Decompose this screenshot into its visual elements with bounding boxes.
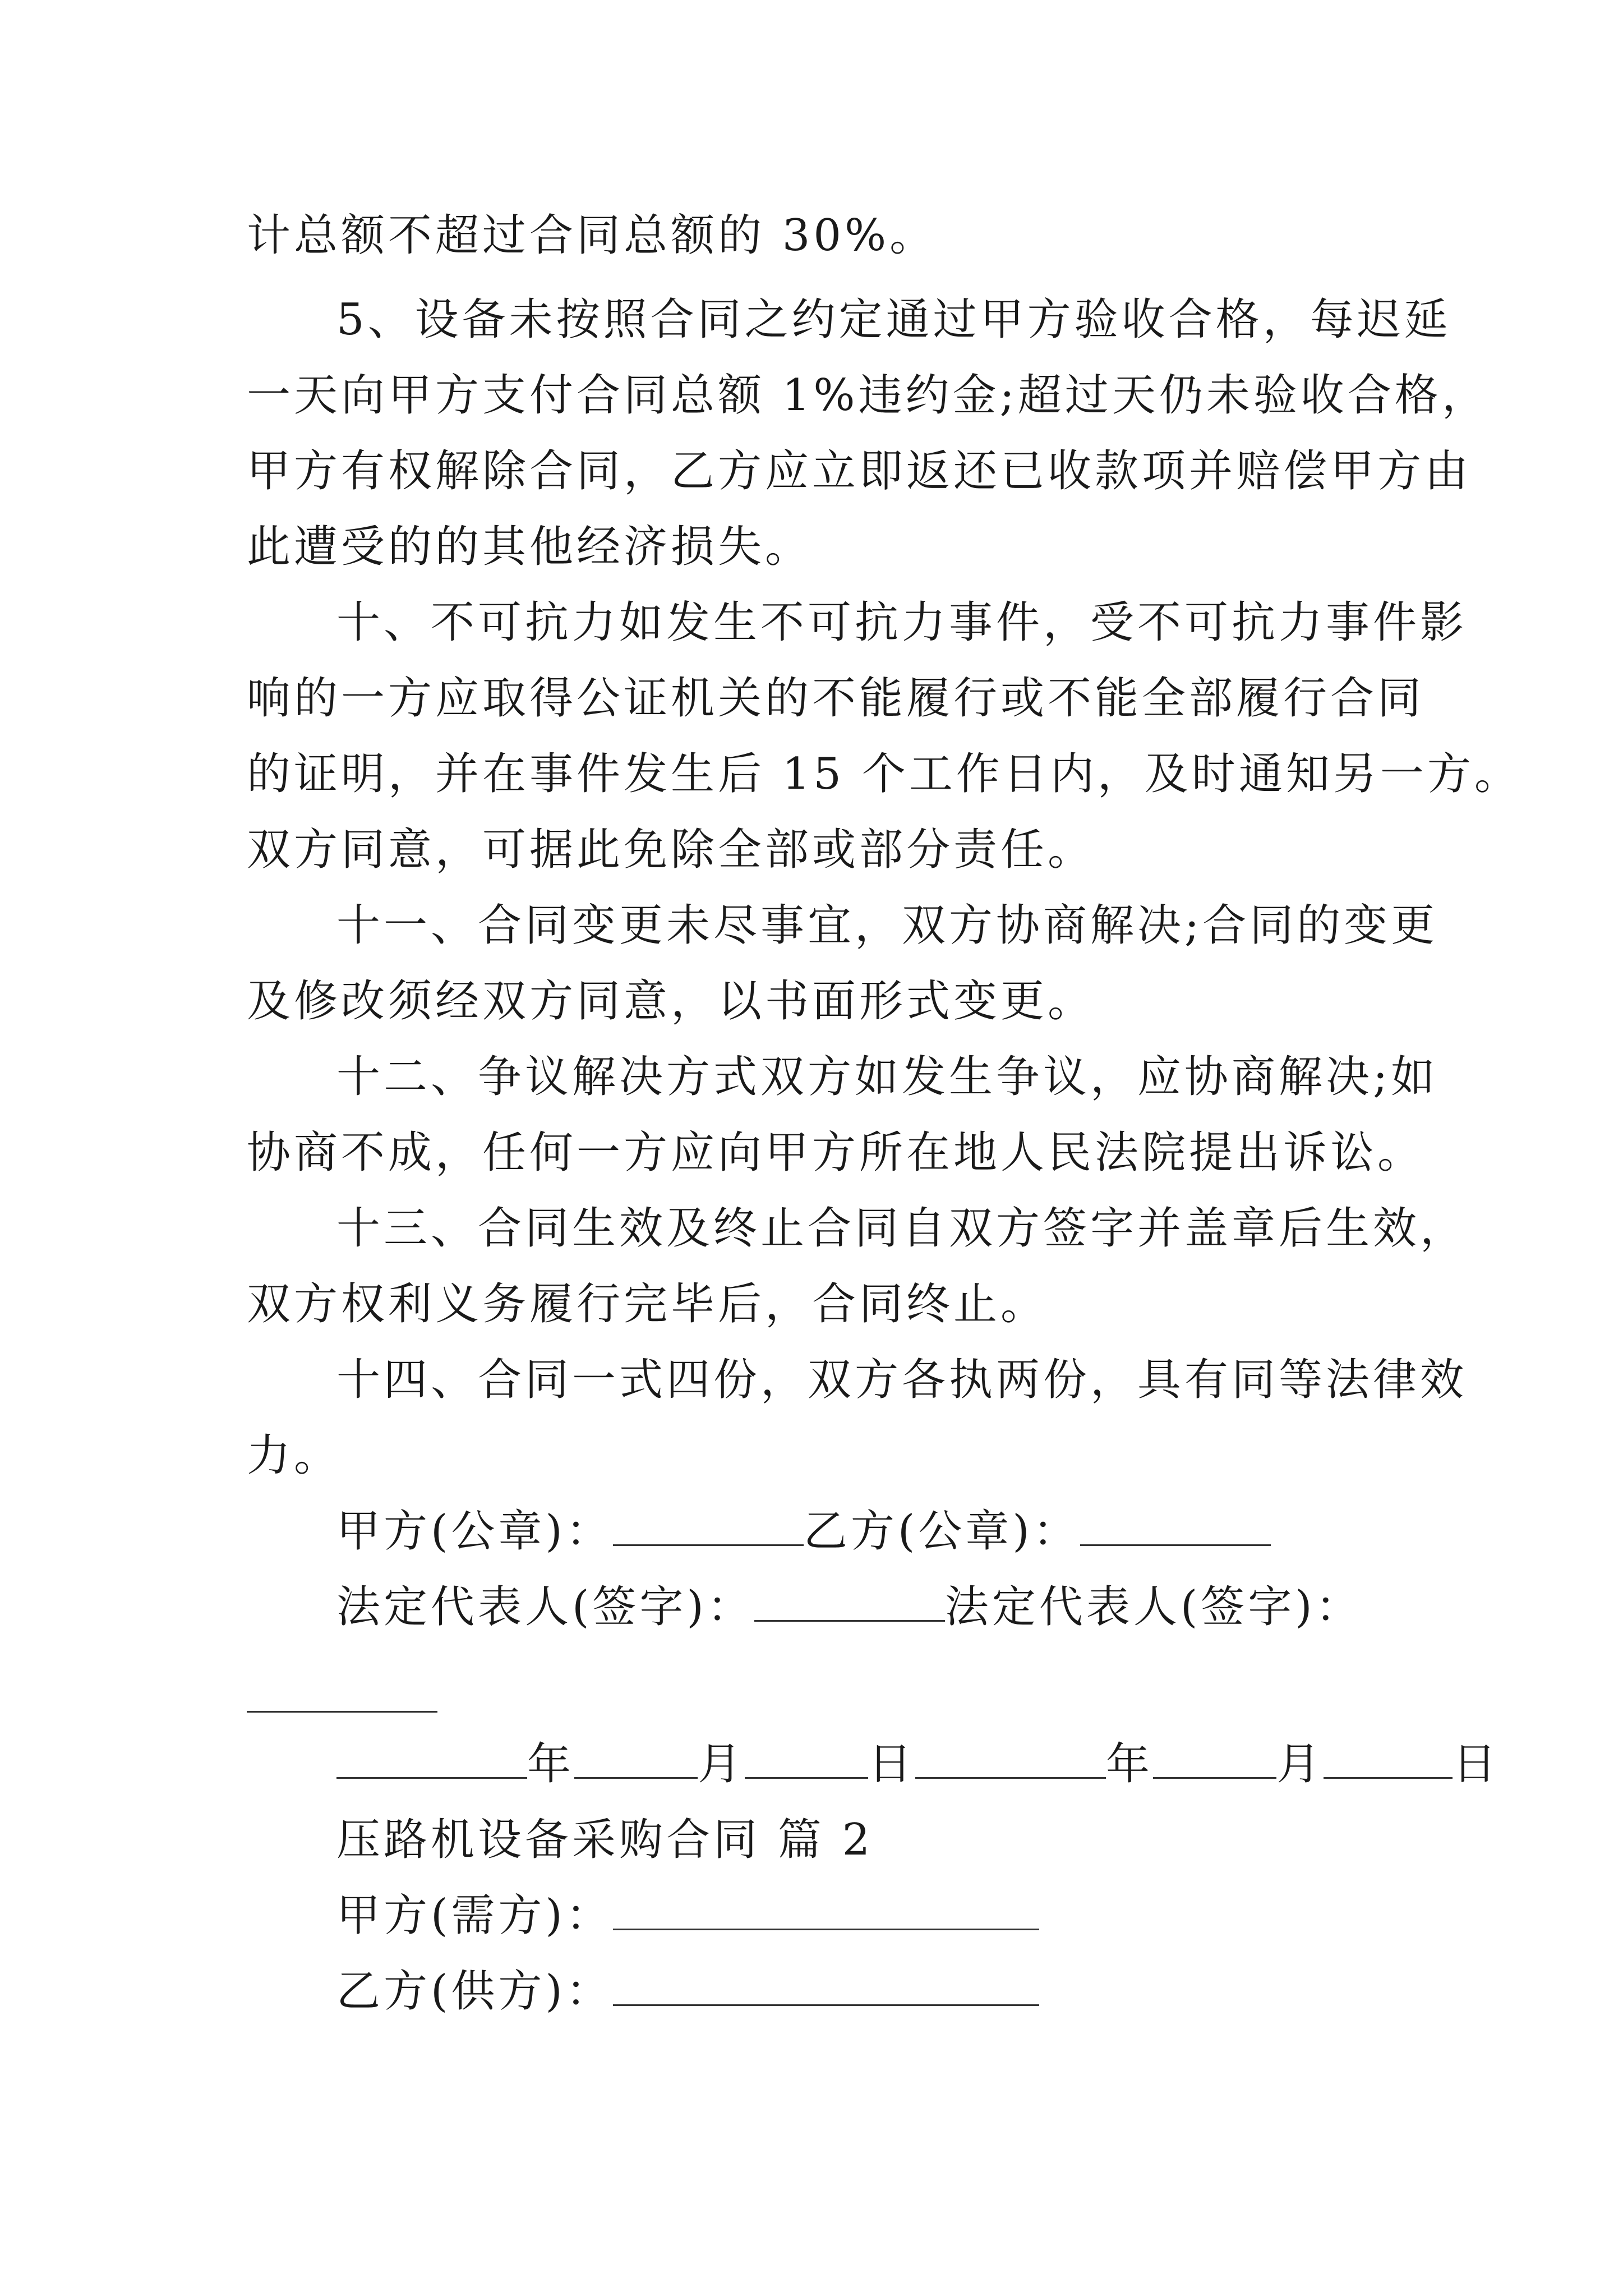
paragraph-line: 双方权利义务履行完毕后，合同终止。 [247,1279,1048,1329]
paragraph-line: 计总额不超过合同总额的 30%。 [247,210,937,261]
party-a-row [336,1888,1039,1944]
year-label: 年 [1106,1739,1154,1789]
party-a-seal-blank [613,1505,804,1546]
month-label: 月 [1276,1739,1324,1789]
party-a-label: 甲方(需方)： [336,1890,613,1941]
party-b-seal-blank [1080,1505,1271,1546]
month-label: 月 [698,1739,745,1789]
paragraph-line: 响的一方应取得公证机关的不能履行或不能全部履行合同 [247,673,1425,724]
paragraph-line: 一天向甲方支付合同总额 1%违约金;超过天仍未验收合格， [247,370,1489,421]
party-b-legal-rep-label: 法定代表人(签字)： [944,1582,1363,1632]
day-blank [1324,1738,1453,1779]
paragraph-line: 十四、合同一式四份，双方各执两份，具有同等法律效 [336,1355,1468,1405]
party-a-legal-rep-blank [754,1581,945,1622]
paragraph-line: 双方同意，可据此免除全部或部分责任。 [247,825,1095,875]
paragraph-line: 力。 [247,1430,342,1481]
day-label: 日 [868,1739,916,1789]
year-label: 年 [527,1739,575,1789]
year-blank [915,1738,1106,1779]
paragraph-line: 十、不可抗力如发生不可抗力事件，受不可抗力事件影 [336,597,1468,648]
paragraph-line: 十一、合同变更未尽事宜，双方协商解决;合同的变更 [336,900,1438,951]
party-a-blank [613,1889,1039,1930]
seal-row [336,1503,1271,1559]
party-b-row [336,1963,1039,2019]
party-a-seal-label: 甲方(公章)： [336,1506,613,1557]
paragraph-line: 协商不成，任何一方应向甲方所在地人民法院提出诉讼。 [247,1128,1425,1178]
party-b-seal-label: 乙方(公章)： [803,1506,1080,1557]
paragraph-line: 十二、争议解决方式双方如发生争议，应协商解决;如 [336,1052,1438,1102]
section-title: 压路机设备采购合同 篇 2 [336,1815,874,1865]
paragraph-line: 此遭受的的其他经济损失。 [247,522,813,572]
year-blank [336,1738,527,1779]
day-blank [745,1738,868,1779]
day-label: 日 [1453,1739,1500,1789]
legal-rep-row [336,1579,1363,1635]
paragraph-line: 5、设备未按照合同之约定通过甲方验收合格，每迟延 [336,295,1451,345]
paragraph-line: 十三、合同生效及终止合同自双方签字并盖章后生效， [336,1203,1468,1254]
paragraph-line: 的证明，并在事件发生后 15 个工作日内，及时通知另一方。 [247,749,1521,799]
date-row [336,1736,1500,1792]
party-a-legal-rep-label: 法定代表人(签字)： [336,1582,754,1632]
paragraph-line: 甲方有权解除合同，乙方应立即返还已收款项并赔偿甲方由 [247,446,1472,496]
month-blank [1153,1738,1276,1779]
paragraph-line: 及修改须经双方同意，以书面形式变更。 [247,976,1095,1027]
party-b-legal-rep-blank [247,1711,437,1713]
month-blank [574,1738,698,1779]
party-b-label: 乙方(供方)： [336,1966,613,2017]
party-b-blank [613,1965,1039,2006]
